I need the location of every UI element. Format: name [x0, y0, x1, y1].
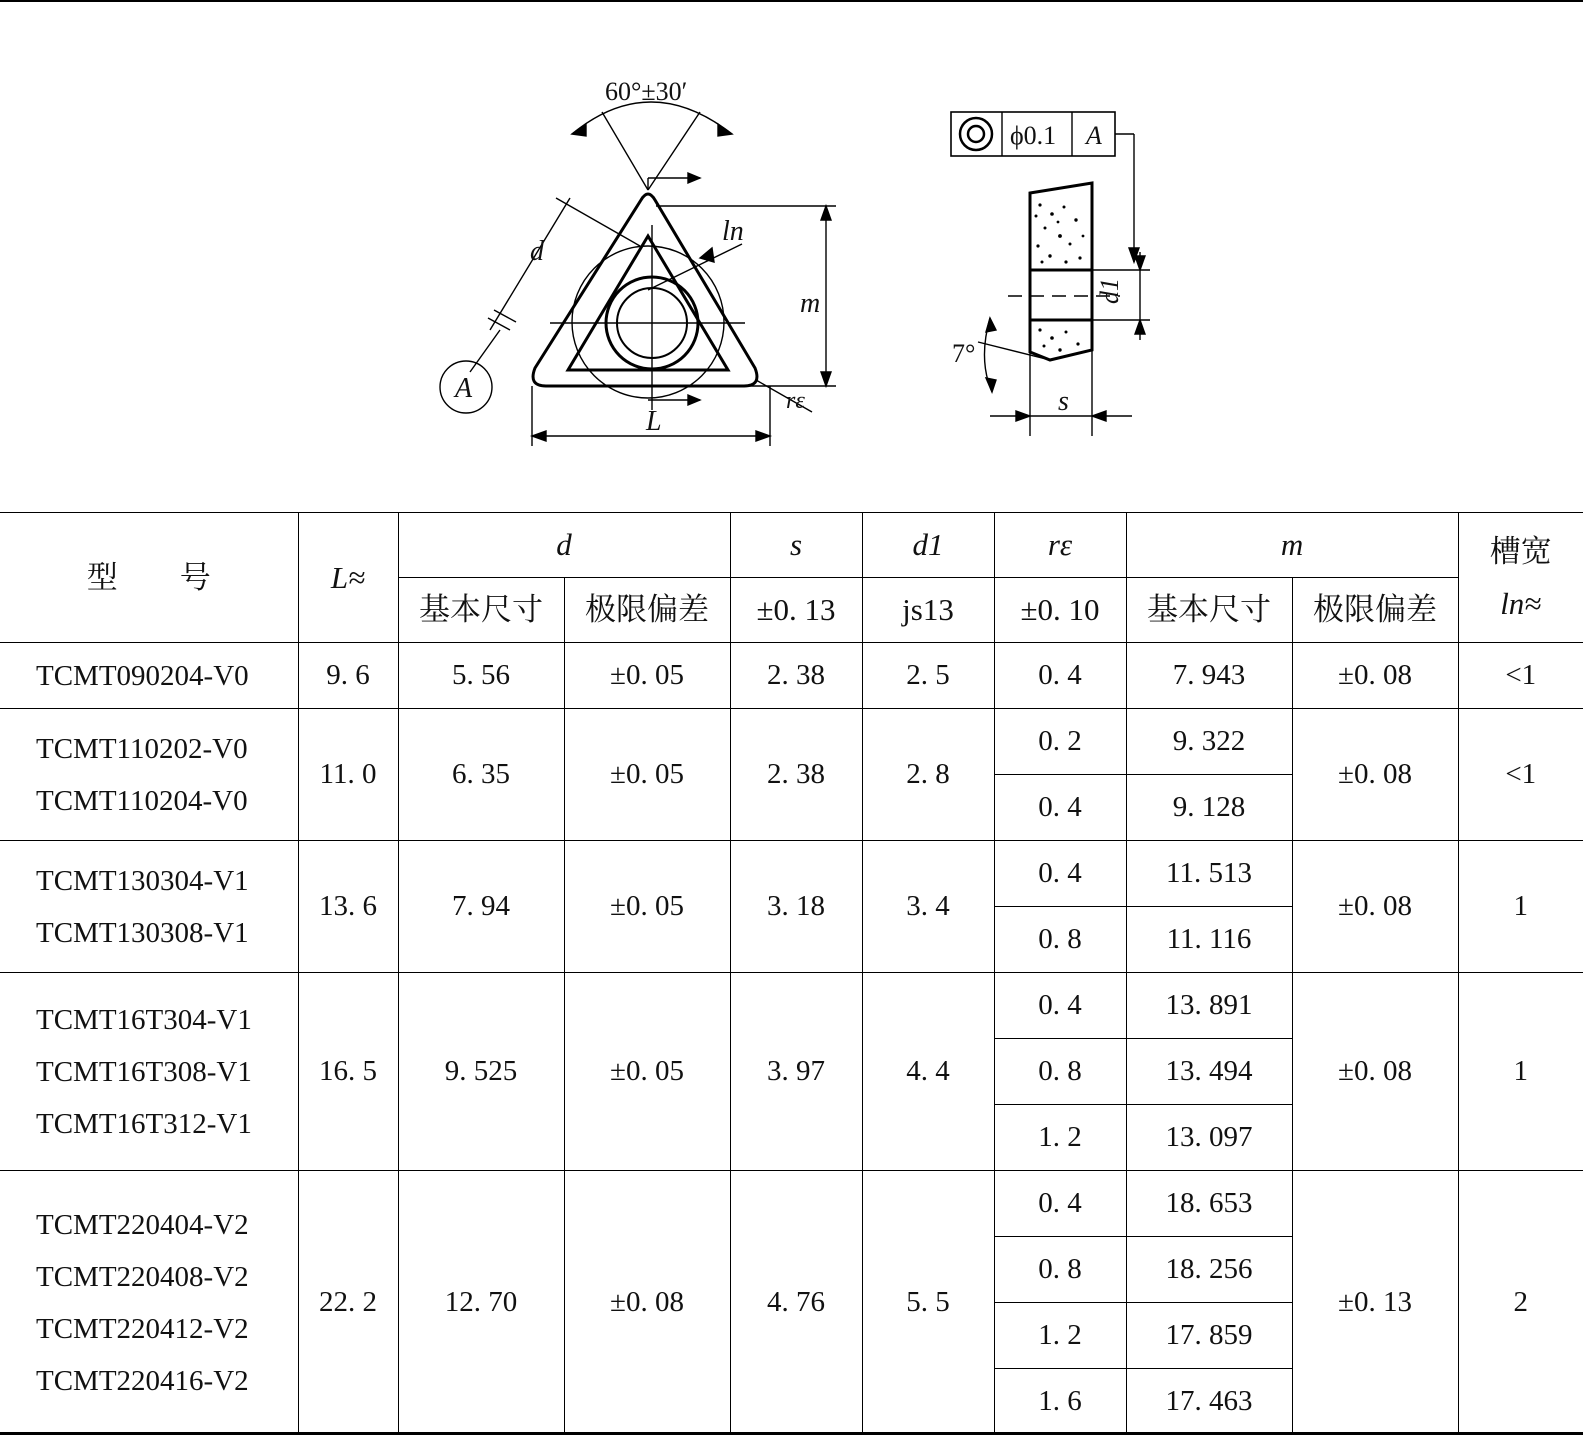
- model-cell: [0, 973, 298, 1171]
- d1-cell: 2. 5: [862, 643, 994, 709]
- d-tol-cell: ±0. 05: [564, 841, 730, 973]
- table-row: [0, 709, 1583, 775]
- header-s: s: [730, 513, 862, 578]
- model-cell: [0, 643, 298, 709]
- m-tol-cell: ±0. 08: [1292, 973, 1458, 1171]
- datum-label: A: [455, 373, 473, 404]
- model-cell: [0, 1171, 298, 1435]
- m-basic-cell: 11. 513: [1126, 841, 1292, 907]
- header-d: d: [398, 513, 730, 578]
- m-tol-cell: ±0. 08: [1292, 643, 1458, 709]
- re-cell: 1. 2: [994, 1303, 1126, 1369]
- re-cell: 0. 4: [994, 841, 1126, 907]
- d1-cell: 5. 5: [862, 1171, 994, 1435]
- header-d1-tol: js13: [862, 578, 994, 643]
- re-cell: 0. 8: [994, 907, 1126, 973]
- tolerance-datum: A: [1086, 121, 1102, 150]
- re-cell: 0. 4: [994, 1171, 1126, 1237]
- model-name: TCMT220408-V2: [36, 1260, 249, 1293]
- m-tol-cell: ±0. 08: [1292, 841, 1458, 973]
- re-cell: 1. 2: [994, 1105, 1126, 1171]
- model-name: TCMT16T308-V1: [36, 1055, 252, 1088]
- L-cell: 11. 0: [298, 709, 398, 841]
- s-cell: 2. 38: [730, 643, 862, 709]
- header-s-tol: ±0. 13: [730, 578, 862, 643]
- header-d-tol: 极限偏差: [564, 578, 730, 643]
- model-cell: [0, 709, 298, 841]
- spec-table-body: [0, 643, 1583, 1435]
- re-cell: 0. 4: [994, 775, 1126, 841]
- model-name: TCMT220412-V2: [36, 1312, 249, 1345]
- L-cell: 16. 5: [298, 973, 398, 1171]
- re-cell: 0. 4: [994, 643, 1126, 709]
- m-basic-cell: 7. 943: [1126, 643, 1292, 709]
- re-label: rε: [786, 388, 805, 414]
- model-name: TCMT090204-V0: [36, 659, 249, 692]
- s-cell: 2. 38: [730, 709, 862, 841]
- d1-cell: 2. 8: [862, 709, 994, 841]
- section-speckle: [1035, 203, 1085, 351]
- m-basic-cell: 13. 494: [1126, 1039, 1292, 1105]
- table-row: [0, 1171, 1583, 1237]
- re-cell: 0. 8: [994, 1237, 1126, 1303]
- m-basic-cell: 18. 256: [1126, 1237, 1292, 1303]
- d-basic-cell: 7. 94: [398, 841, 564, 973]
- header-re: rε: [994, 513, 1126, 578]
- seven-degree-label: 7°: [952, 339, 976, 368]
- table-row: [0, 973, 1583, 1039]
- ln-cell: <1: [1458, 709, 1583, 841]
- concentricity-icon: [960, 118, 992, 150]
- ln-label: ln: [722, 216, 744, 247]
- spec-table: [0, 512, 1583, 1435]
- bottom-rule: [0, 1432, 1583, 1434]
- s-cell: 4. 76: [730, 1171, 862, 1435]
- m-basic-cell: 17. 463: [1126, 1369, 1292, 1435]
- header-m-tol: 极限偏差: [1292, 578, 1458, 643]
- model-name: TCMT130304-V1: [36, 864, 249, 897]
- L-cell: 13. 6: [298, 841, 398, 973]
- header-m-basic: 基本尺寸: [1126, 578, 1292, 643]
- m-basic-cell: 18. 653: [1126, 1171, 1292, 1237]
- d-label: d: [530, 236, 544, 267]
- model-name: TCMT16T304-V1: [36, 1003, 252, 1036]
- header-d1: d1: [862, 513, 994, 578]
- d1-label: d1: [1095, 278, 1124, 304]
- header-L: L≈: [298, 513, 398, 643]
- model-name: TCMT16T312-V1: [36, 1107, 252, 1140]
- L-label: L: [646, 406, 662, 437]
- re-cell: 0. 2: [994, 709, 1126, 775]
- d-basic-cell: 5. 56: [398, 643, 564, 709]
- model-name: TCMT220416-V2: [36, 1364, 249, 1397]
- s-cell: 3. 97: [730, 973, 862, 1171]
- header-d-basic: 基本尺寸: [398, 578, 564, 643]
- header-slot: [1458, 513, 1583, 643]
- model-name: TCMT220404-V2: [36, 1208, 249, 1241]
- angle-ray-left: [602, 112, 648, 190]
- model-name: TCMT110202-V0: [36, 732, 248, 765]
- inscribed-circle: [572, 246, 724, 398]
- m-label: m: [800, 288, 821, 319]
- header-ln: ln≈: [1500, 585, 1542, 621]
- re-cell: 0. 8: [994, 1039, 1126, 1105]
- angle-arc: [572, 102, 732, 134]
- m-tol-cell: ±0. 08: [1292, 709, 1458, 841]
- d-basic-cell: 9. 525: [398, 973, 564, 1171]
- re-cell: 0. 4: [994, 973, 1126, 1039]
- re-cell: 1. 6: [994, 1369, 1126, 1435]
- ln-cell: <1: [1458, 643, 1583, 709]
- s-cell: 3. 18: [730, 841, 862, 973]
- header-re-tol: ±0. 10: [994, 578, 1126, 643]
- m-basic-cell: 13. 891: [1126, 973, 1292, 1039]
- ln-cell: 1: [1458, 841, 1583, 973]
- angle-label: 60°±30′: [605, 77, 688, 106]
- d-tol-cell: ±0. 08: [564, 1171, 730, 1435]
- d-tol-cell: ±0. 05: [564, 709, 730, 841]
- L-cell: 22. 2: [298, 1171, 398, 1435]
- m-basic-cell: 9. 128: [1126, 775, 1292, 841]
- header-model: 型 号: [0, 513, 298, 643]
- m-tol-cell: ±0. 13: [1292, 1171, 1458, 1435]
- model-name: TCMT130308-V1: [36, 916, 249, 949]
- insert-drawing: [0, 0, 1583, 500]
- table-row: [0, 841, 1583, 907]
- m-basic-cell: 17. 859: [1126, 1303, 1292, 1369]
- d-basic-cell: 6. 35: [398, 709, 564, 841]
- table-row: [0, 643, 1583, 709]
- m-basic-cell: 11. 116: [1126, 907, 1292, 973]
- tolerance-value: ϕ0.1: [1010, 121, 1057, 150]
- model-name: TCMT110204-V0: [36, 784, 248, 817]
- m-basic-cell: 9. 322: [1126, 709, 1292, 775]
- model-cell: [0, 841, 298, 973]
- d-tol-cell: ±0. 05: [564, 973, 730, 1171]
- d-basic-cell: 12. 70: [398, 1171, 564, 1435]
- header-m: m: [1126, 513, 1458, 578]
- d-tol-cell: ±0. 05: [564, 643, 730, 709]
- s-label: s: [1058, 386, 1069, 417]
- ln-cell: 2: [1458, 1171, 1583, 1435]
- d1-cell: 4. 4: [862, 973, 994, 1171]
- m-basic-cell: 13. 097: [1126, 1105, 1292, 1171]
- ln-cell: 1: [1458, 973, 1583, 1171]
- L-cell: 9. 6: [298, 643, 398, 709]
- d1-cell: 3. 4: [862, 841, 994, 973]
- header-slot-label: 槽宽: [1489, 533, 1552, 569]
